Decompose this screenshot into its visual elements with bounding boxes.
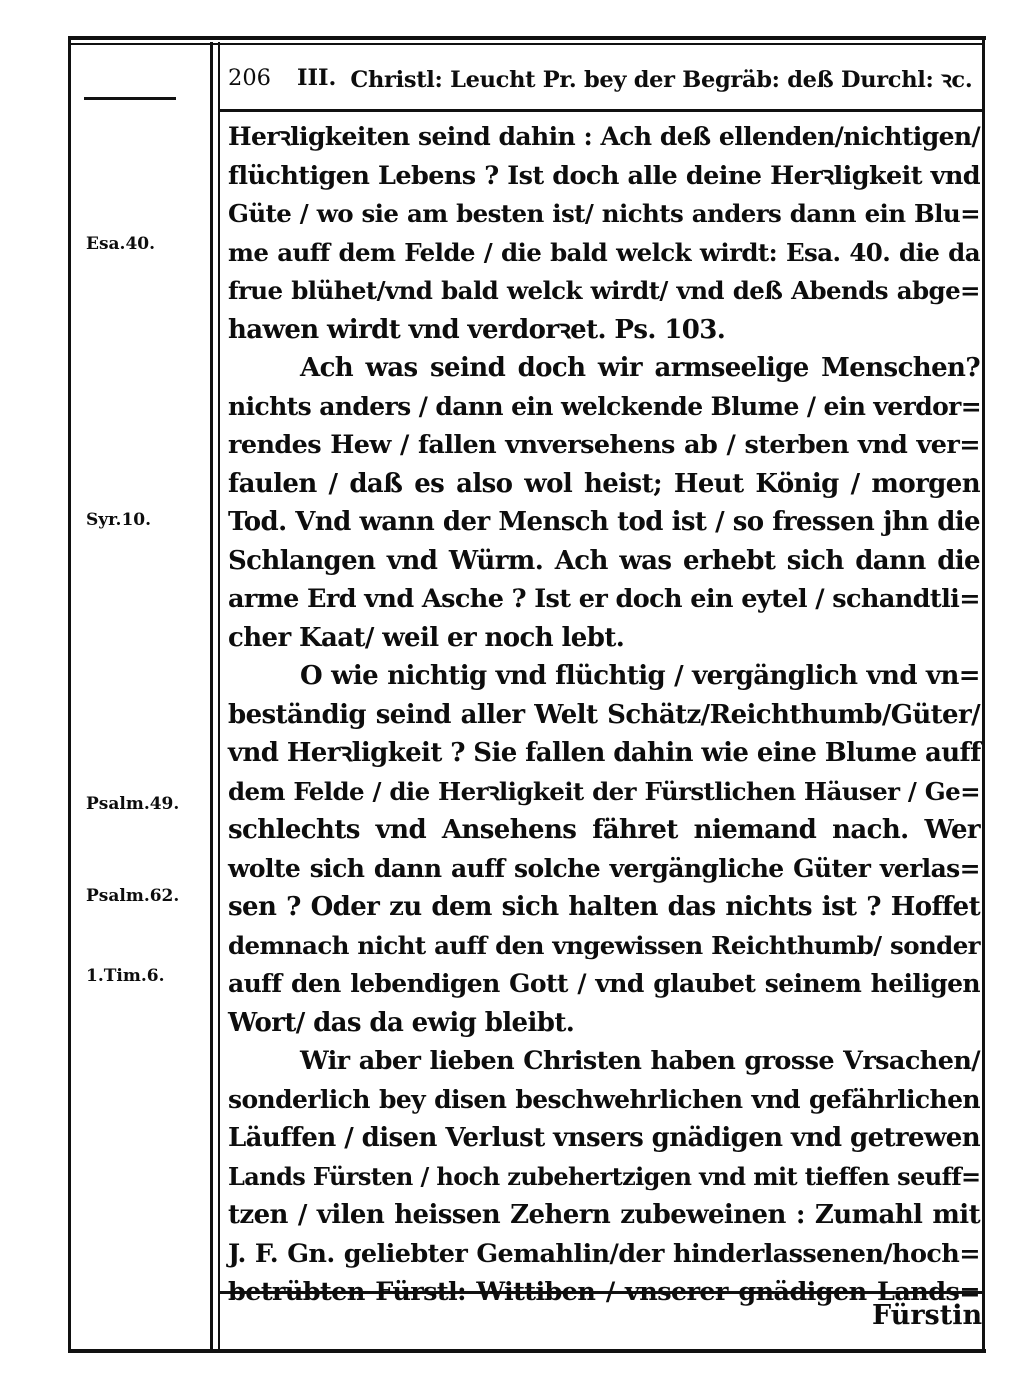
frame-top-inner-rule: [70, 43, 984, 45]
text-line: beständig seind aller Welt Schätz/Reichthumb/Güter/: [228, 699, 980, 730]
text-line: betrübten Fürstl: Wittiben / vnserer gnädigen Lands=: [228, 1277, 980, 1307]
text-line: schlechts vnd Ansehens fähret niemand nach. Wer: [228, 815, 980, 845]
frame-bottom-rule: [68, 1349, 986, 1353]
text-line: Wort/ das da ewig bleibt.: [228, 1007, 575, 1038]
text-line: Läuffen / disen Verlust vnsers gnädigen vnd getrewen: [228, 1123, 980, 1153]
margin-note: 1.Tim.6.: [86, 966, 165, 986]
text-line: Schlangen vnd Würm. Ach was erhebt sich dann die: [228, 545, 980, 576]
header-rule: [218, 109, 984, 112]
body-text: [228, 118, 980, 1312]
text-line: Ach was seind doch wir armseelige Menschen?: [300, 353, 980, 383]
text-line: me auff dem Felde / die bald welck wirdt: Esa. 40. die da: [228, 237, 980, 267]
text-line: hawen wirdt vnd verdorꝛet. Ps. 103.: [228, 314, 726, 345]
frame-top-rule: [68, 36, 986, 40]
running-header: [228, 52, 978, 104]
text-line: cher Kaat/ weil er noch lebt.: [228, 622, 625, 653]
margin-header-rule: [84, 97, 176, 100]
margin-note: Psalm.49.: [86, 794, 180, 814]
margin-note: Esa.40.: [86, 234, 156, 254]
catchword: Fürstin: [872, 1300, 983, 1331]
text-line: vnd Herꝛligkeit ? Sie fallen dahin wie eine Blume auff: [228, 738, 981, 768]
margin-column-rule: [210, 42, 213, 1350]
text-line: wolte sich dann auff solche vergängliche Güter verlas=: [228, 853, 980, 883]
text-line: nichts anders / dann ein welckende Blume / ein verdor=: [228, 391, 982, 421]
text-line: auff den lebendigen Gott / vnd glaubet seinem heiligen: [228, 969, 980, 998]
margin-note: Syr.10.: [86, 510, 152, 530]
text-line: frue blühet/vnd bald welck wirdt/ vnd deß Abends abge=: [228, 276, 980, 305]
text-line: dem Felde / die Herꝛligkeit der Fürstlichen Häuser / Ge=: [228, 776, 980, 806]
frame-left-rule: [68, 36, 71, 1352]
text-line: Tod. Vnd wann der Mensch tod ist / so fressen jhn die: [228, 507, 980, 537]
text-line: flüchtigen Lebens ? Ist doch alle deine Herꝛligkeit vnd: [228, 160, 980, 191]
text-line: sen ? Oder zu dem sich halten das nichts ist ? Hoffet: [228, 892, 980, 922]
running-title: Christl: Leucht Pr. bey der Begräb: deß Durchl: ꝛc.: [350, 66, 973, 93]
text-line: Güte / wo sie am besten ist/ nichts anders dann ein Blu=: [228, 199, 980, 228]
text-line: sonderlich bey disen beschwehrlichen vnd gefährlichen: [228, 1084, 980, 1114]
text-line: tzen / vilen heissen Zehern zubeweinen : Zumahl mit: [228, 1200, 980, 1230]
section-number: III.: [296, 65, 337, 91]
text-line: Herꝛligkeiten seind dahin : Ach deß ellenden/nichtigen/: [228, 122, 980, 151]
text-line: O wie nichtig vnd flüchtig / vergänglich vnd vn=: [300, 661, 980, 691]
text-line: faulen / daß es also wol heist; Heut König / morgen: [228, 468, 980, 499]
text-line: arme Erd vnd Asche ? Ist er doch ein eytel / schandtli=: [228, 584, 981, 614]
frame-right-rule: [982, 36, 985, 1352]
margin-note: Psalm.62.: [86, 886, 180, 906]
text-line: Lands Fürsten / hoch zubehertzigen vnd mit tieffen seuff=: [228, 1161, 981, 1191]
text-line: demnach nicht auff den vngewissen Reichthumb/ sonder: [228, 930, 980, 960]
text-line: J. F. Gn. geliebter Gemahlin/der hinderlassenen/hoch=: [228, 1238, 980, 1269]
text-line: rendes Hew / fallen vnversehens ab / sterben vnd ver=: [228, 430, 980, 460]
text-column-rule: [218, 42, 220, 1350]
text-line: Wir aber lieben Christen haben grosse Vrsachen/: [300, 1046, 980, 1076]
page-number: 206: [228, 65, 271, 91]
